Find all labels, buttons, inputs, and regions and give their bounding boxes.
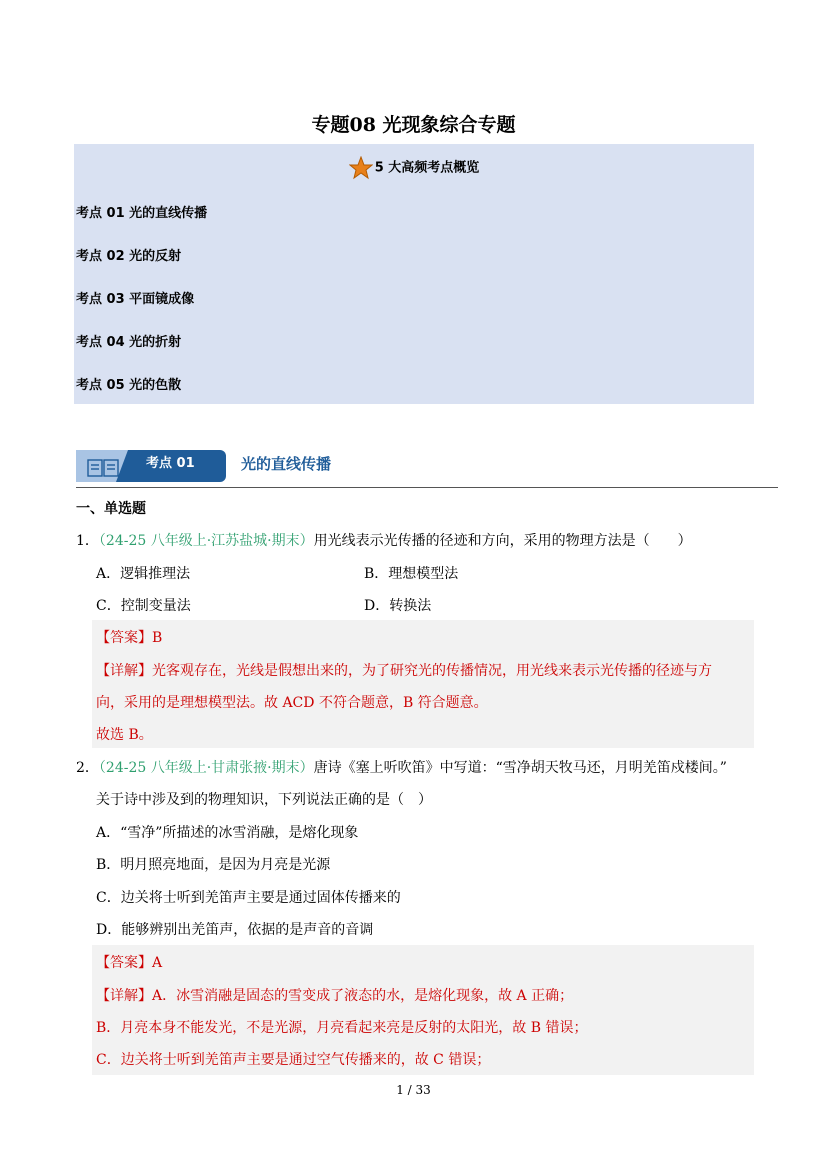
document-title: 专题08 光现象综合专题 xyxy=(311,114,516,136)
page-number: 1 / 33 xyxy=(396,1083,431,1097)
q1-detail-line-2: 向，采用的是理想模型法。故 ACD 不符合题意，B 符合题意。 xyxy=(96,695,488,711)
q1-answer-box xyxy=(92,620,754,748)
q1-option-a: A．逻辑推理法 xyxy=(96,566,191,582)
q2-detail-line-2: B．月亮本身不能发光，不是光源，月亮看起来亮是反射的太阳光，故 B 错误； xyxy=(96,1020,588,1036)
divider xyxy=(76,487,778,488)
q2-option-a: A．“雪净”所描述的冰雪消融，是熔化现象 xyxy=(96,825,359,841)
question-2-source: （24-25 八年级上·甘肃张掖·期末） xyxy=(98,760,314,776)
overview-item-3: 考点 03 平面镜成像 xyxy=(76,292,195,307)
question-1-number: 1． xyxy=(76,533,99,549)
question-1-text: 用光线表示光传播的径迹和方向，采用的物理方法是（ ） xyxy=(313,533,692,549)
banner-title: 光的直线传播 xyxy=(241,455,332,473)
q2-detail-line-3: C．边关将士听到羌笛声主要是通过空气传播来的，故 C 错误； xyxy=(96,1052,491,1068)
q1-detail-line-1: 【详解】光客观存在，光线是假想出来的，为了研究光的传播情况，用光线来表示光传播的径迹与方 xyxy=(96,663,712,679)
q1-conclusion: 故选 B。 xyxy=(96,727,153,743)
q1-answer: 【答案】B xyxy=(96,630,163,646)
overview-heading-text: 5 大高频考点概览 xyxy=(374,160,480,176)
overview-item-2: 考点 02 光的反射 xyxy=(76,249,182,264)
overview-heading xyxy=(74,156,754,180)
q1-option-d: D．转换法 xyxy=(364,598,432,614)
question-1-stem xyxy=(76,530,692,550)
question-1-source: （24-25 八年级上·江苏盐城·期末） xyxy=(98,533,314,549)
overview-item-4: 考点 04 光的折射 xyxy=(76,335,182,350)
star-icon xyxy=(349,156,373,180)
q2-option-d: D．能够辨别出羌笛声，依据的是声音的音调 xyxy=(96,922,374,938)
q2-option-b: B．明月照亮地面，是因为月亮是光源 xyxy=(96,857,331,873)
question-2-number: 2． xyxy=(76,760,99,776)
banner-tag: 考点 01 xyxy=(146,456,195,471)
overview-item-5: 考点 05 光的色散 xyxy=(76,378,182,393)
question-2-text-2: 关于诗中涉及到的物理知识，下列说法正确的是（ ） xyxy=(96,792,432,808)
q2-option-c: C．边关将士听到羌笛声主要是通过固体传播来的 xyxy=(96,890,401,906)
q1-option-c: C．控制变量法 xyxy=(96,598,191,614)
question-2-stem xyxy=(76,757,727,777)
q1-option-b: B．理想模型法 xyxy=(364,566,459,582)
section-title: 一、单选题 xyxy=(76,501,146,517)
q2-detail-line-1: 【详解】A．冰雪消融是固态的雪变成了液态的水，是熔化现象，故 A 正确； xyxy=(96,988,574,1004)
question-2-text: 唐诗《塞上听吹笛》中写道：“雪净胡天牧马还，月明羌笛戍楼间。” xyxy=(313,760,727,776)
overview-item-1: 考点 01 光的直线传播 xyxy=(76,206,208,221)
q2-answer: 【答案】A xyxy=(96,955,163,971)
overview-box xyxy=(74,144,754,404)
